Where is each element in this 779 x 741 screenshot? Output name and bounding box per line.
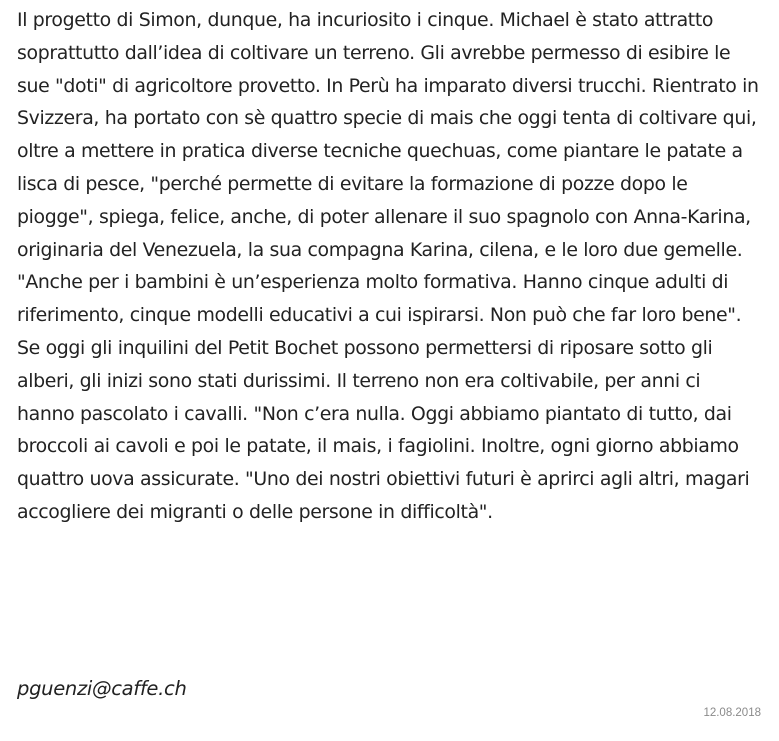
- article-paragraph: Il progetto di Simon, dunque, ha incuriosito i cinque. Michael è stato attratto soprattutto dall’idea di coltivare un terreno. Gli avrebbe permesso di esibire le sue "doti" di agricoltore provetto. In Perù ha imparato diversi trucchi. Rientrato in Svizzera, ha portato con sè quattro specie di mais che oggi tenta di coltivare qui, oltre a mettere in pratica diverse tecniche quechuas, come piantare le patate a lisca di pesce, "perché permette di evitare la formazione di pozze dopo le piogge", spiega, felice, anche, di poter allenare il suo spagnolo con Anna-Karina, originaria del Venezuela, la sua compagna Karina, cilena, e le loro due gemelle. "Anche per i bambini è un’esperienza molto formativa. Hanno cinque adulti di riferimento, cinque modelli educativi a cui ispirarsi. Non può che far loro bene".: [17, 9, 759, 327]
- publication-date: 12.08.2018: [703, 707, 761, 719]
- author-email-link[interactable]: pguenzi@caffe.ch: [17, 677, 187, 700]
- article-paragraph: Se oggi gli inquilini del Petit Bochet possono permettersi di riposare sotto gli alberi, gli inizi sono stati durissimi. Il terreno non era coltivabile, per anni ci hanno pascolato i cavalli. "Non c’era nulla. Oggi abbiamo piantato di tutto, dai broccoli ai cavoli e poi le patate, il mais, i fagiolini. Inoltre, ogni giorno abbiamo quattro uova assicurate. "Uno dei nostri obiettivi futuri è aprirci agli altri, magari accogliere dei migranti o delle persone in difficoltà".: [17, 336, 750, 523]
- article-body: [17, 4, 762, 529]
